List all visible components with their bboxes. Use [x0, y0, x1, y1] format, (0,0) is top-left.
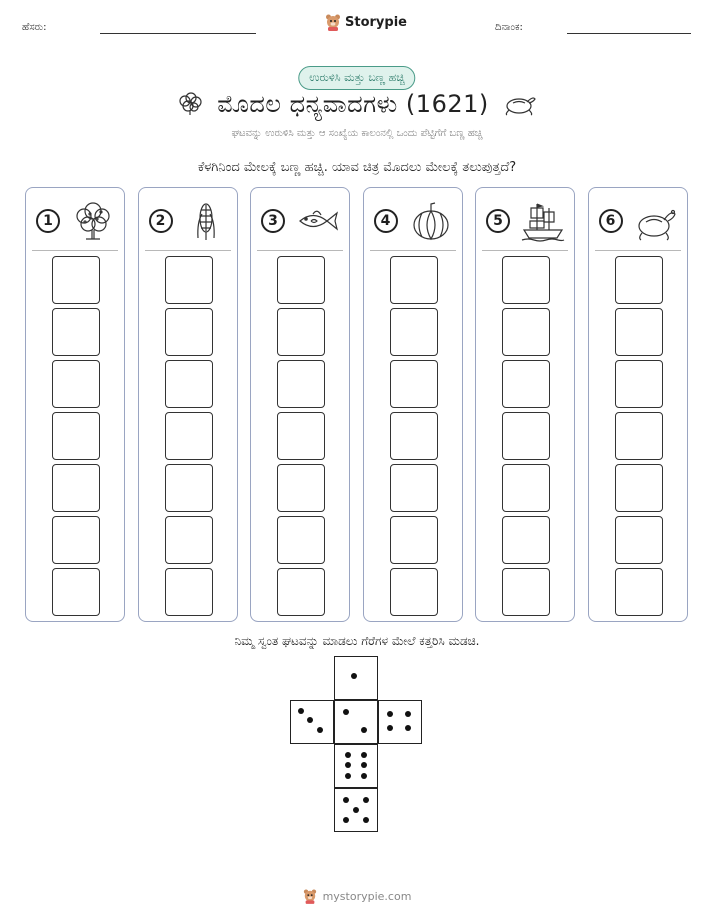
column-6	[588, 187, 688, 622]
column-header	[139, 188, 237, 250]
die-pip	[405, 725, 411, 731]
brand-logo	[325, 13, 407, 31]
ship-icon	[520, 200, 566, 242]
color-box[interactable]	[615, 568, 663, 616]
color-box[interactable]	[502, 256, 550, 304]
name-line[interactable]	[100, 33, 256, 34]
subtitle: ಘಟವನ್ನು ಉರುಳಿಸಿ ಮತ್ತು ಆ ಸಂಖ್ಯೆಯ ಕಾಲಂನಲ್ಲಿ ಒಂದು ಪೆಟ್ಟಿಗೆಗೆ ಬಣ್ಣ ಹಚ್ಚಿ	[231, 128, 483, 139]
column-number: 6	[599, 209, 623, 233]
color-box[interactable]	[615, 308, 663, 356]
title-row	[0, 90, 714, 118]
color-box[interactable]	[502, 308, 550, 356]
footer	[0, 888, 714, 904]
fish-icon	[295, 200, 341, 242]
footer-website-link[interactable]: mystorypie.com	[322, 889, 412, 903]
color-box[interactable]	[277, 464, 325, 512]
color-box[interactable]	[165, 464, 213, 512]
die-face-2	[290, 700, 334, 744]
die-pip	[351, 673, 357, 679]
color-box[interactable]	[277, 308, 325, 356]
die-pip	[343, 797, 349, 803]
column-divider	[595, 250, 681, 251]
color-box[interactable]	[390, 412, 438, 460]
color-box[interactable]	[277, 412, 325, 460]
color-box[interactable]	[52, 412, 100, 460]
color-box[interactable]	[502, 516, 550, 564]
color-box[interactable]	[502, 464, 550, 512]
tree-icon	[70, 200, 116, 242]
activity-badge: ಉರುಳಿಸಿ ಮತ್ತು ಬಣ್ಣ ಹಚ್ಚಿ	[298, 66, 415, 90]
column-1	[25, 187, 125, 622]
die-face-5	[334, 744, 378, 788]
die-pip	[363, 817, 369, 823]
column-divider	[32, 250, 118, 251]
die-pip	[317, 727, 323, 733]
die-pip	[361, 727, 367, 733]
cutout-instruction: ನಿಮ್ಮ ಸ್ವಂತ ಘಟವನ್ನು ಮಾಡಲು ಗೆರೆಗಳ ಮೇಲೆ ಕತ್ತರಿಸಿ ಮಡಚಿ.	[234, 634, 480, 648]
die-pip	[298, 708, 304, 714]
column-divider	[145, 250, 231, 251]
column-number: 1	[36, 209, 60, 233]
die-face-3	[334, 700, 378, 744]
bear-mascot-icon	[325, 13, 341, 31]
column-2	[138, 187, 238, 622]
column-header	[251, 188, 349, 250]
column-header	[476, 188, 574, 250]
date-line[interactable]	[567, 33, 691, 34]
color-box[interactable]	[615, 412, 663, 460]
tree-icon	[177, 92, 203, 116]
color-box[interactable]	[165, 256, 213, 304]
color-box[interactable]	[165, 412, 213, 460]
page-title: ಮೊದಲ ಧನ್ಯವಾದಗಳು (1621)	[217, 90, 489, 118]
color-box[interactable]	[390, 256, 438, 304]
turkey-icon	[633, 200, 679, 242]
die-pip	[361, 762, 367, 768]
column-3	[250, 187, 350, 622]
corn-icon	[183, 200, 229, 242]
color-box[interactable]	[390, 568, 438, 616]
color-box[interactable]	[52, 256, 100, 304]
column-divider	[257, 250, 343, 251]
die-face-1	[334, 656, 378, 700]
column-header	[26, 188, 124, 250]
color-box[interactable]	[52, 308, 100, 356]
column-header	[589, 188, 687, 250]
color-box[interactable]	[390, 516, 438, 564]
color-box[interactable]	[165, 360, 213, 408]
die-pip	[361, 773, 367, 779]
date-label: ದಿನಾಂಕ:	[495, 22, 523, 33]
column-divider	[370, 250, 456, 251]
column-number: 2	[149, 209, 173, 233]
column-divider	[482, 250, 568, 251]
die-pip	[345, 773, 351, 779]
die-pip	[353, 807, 359, 813]
color-box[interactable]	[390, 308, 438, 356]
color-box[interactable]	[615, 516, 663, 564]
die-pip	[387, 711, 393, 717]
die-face-4	[378, 700, 422, 744]
die-pip	[345, 762, 351, 768]
die-pip	[361, 752, 367, 758]
die-pip	[363, 797, 369, 803]
color-box[interactable]	[615, 464, 663, 512]
column-5	[475, 187, 575, 622]
brand-name: Storypie	[345, 14, 407, 30]
column-number: 5	[486, 209, 510, 233]
color-box[interactable]	[615, 360, 663, 408]
die-pip	[387, 725, 393, 731]
color-box[interactable]	[390, 464, 438, 512]
die-pip	[405, 711, 411, 717]
column-header	[364, 188, 462, 250]
bear-mascot-icon	[303, 888, 317, 904]
die-pip	[343, 817, 349, 823]
die-pip	[307, 717, 313, 723]
color-box[interactable]	[277, 360, 325, 408]
die-pip	[345, 752, 351, 758]
color-box[interactable]	[615, 256, 663, 304]
color-box[interactable]	[165, 516, 213, 564]
question: ಕೆಳಗಿನಿಂದ ಮೇಲಕ್ಕೆ ಬಣ್ಣ ಹಚ್ಚಿ. ಯಾವ ಚಿತ್ರ ಮೊದಲು ಮೇಲಕ್ಕೆ ತಲುಪುತ್ತದೆ?	[197, 160, 517, 175]
pumpkin-icon	[408, 200, 454, 242]
color-box[interactable]	[502, 412, 550, 460]
die-net[interactable]	[290, 656, 430, 836]
color-box[interactable]	[502, 360, 550, 408]
color-box[interactable]	[52, 516, 100, 564]
column-number: 3	[261, 209, 285, 233]
color-box[interactable]	[277, 516, 325, 564]
die-face-6	[334, 788, 378, 832]
color-box[interactable]	[502, 568, 550, 616]
color-box[interactable]	[277, 256, 325, 304]
color-box[interactable]	[52, 360, 100, 408]
color-box[interactable]	[52, 568, 100, 616]
name-label: ಹೆಸರು:	[22, 22, 47, 33]
color-box[interactable]	[390, 360, 438, 408]
color-box[interactable]	[165, 568, 213, 616]
column-number: 4	[374, 209, 398, 233]
color-box[interactable]	[165, 308, 213, 356]
column-4	[363, 187, 463, 622]
color-box[interactable]	[52, 464, 100, 512]
color-box[interactable]	[277, 568, 325, 616]
die-pip	[343, 709, 349, 715]
turkey-icon	[503, 92, 537, 116]
